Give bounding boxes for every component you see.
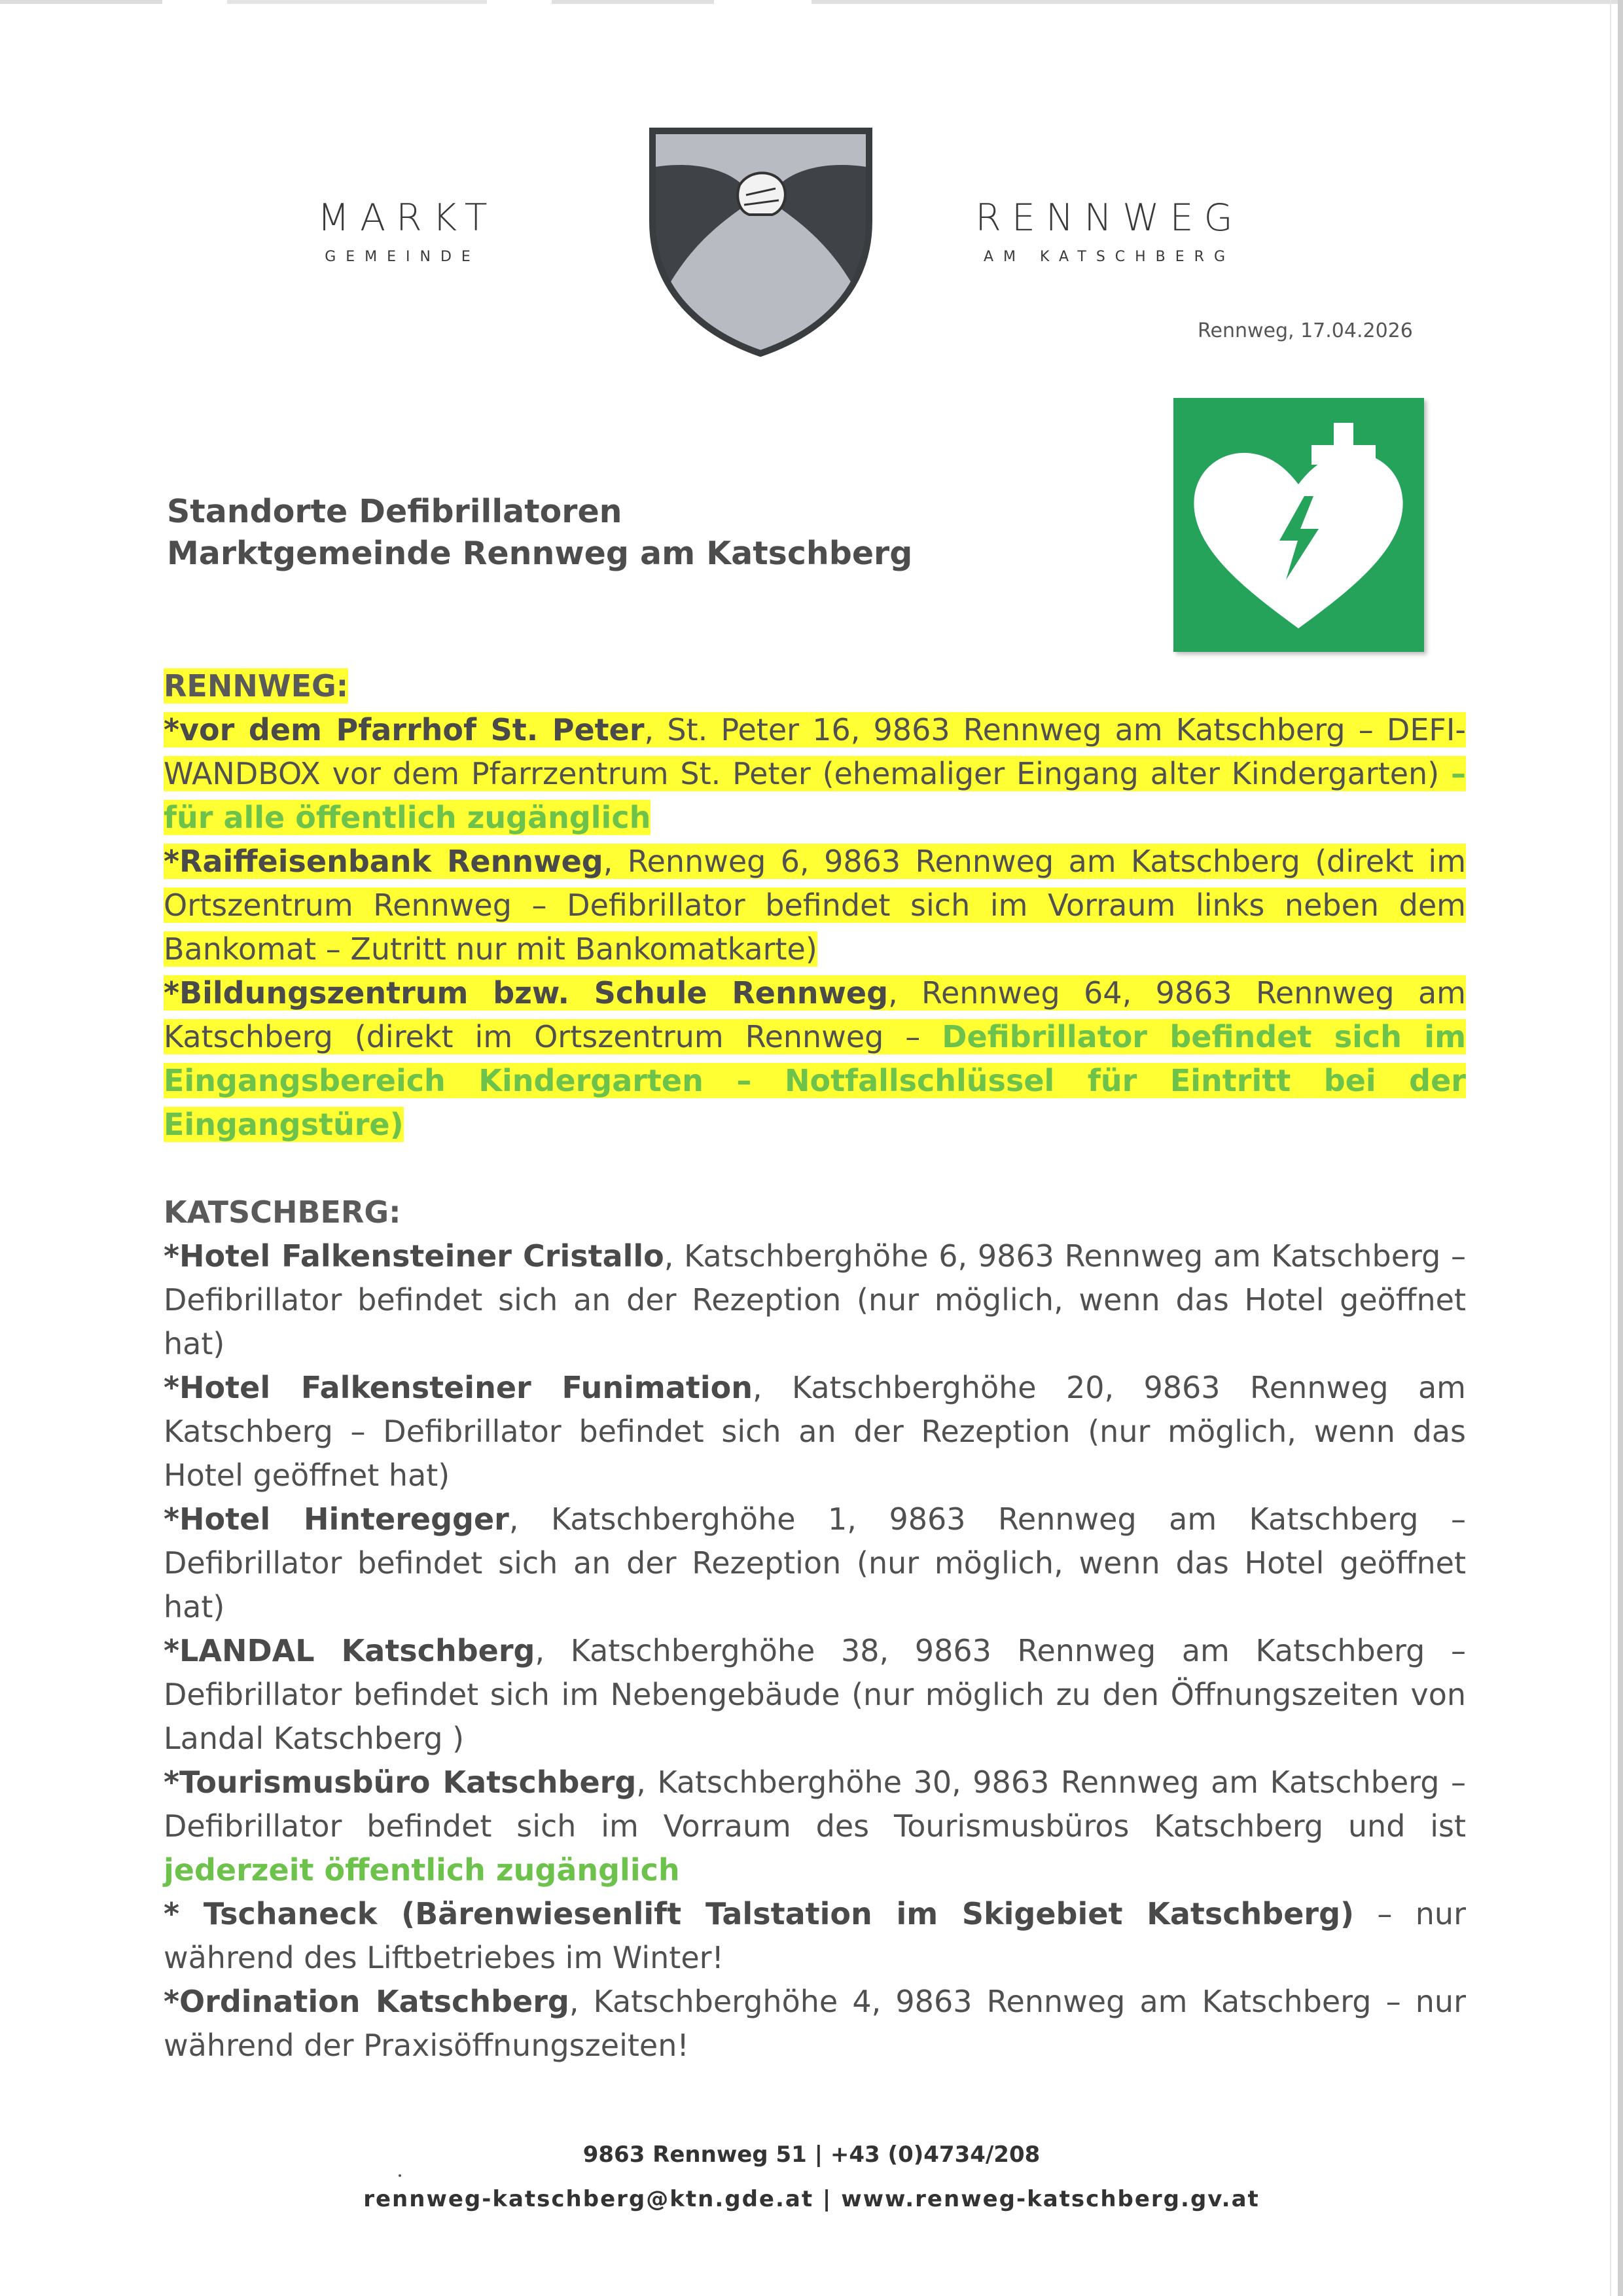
entry-name: *Tourismusbüro Katschberg — [164, 1765, 637, 1800]
entry-landal — [164, 1633, 1466, 1756]
entry-text: , Katschberghöhe 4, 9863 Rennweg am Katschberg – nur während der Praxisöffnungszeiten! — [164, 1984, 1467, 2063]
entry-text: – nur während des Liftbetriebes im Winter! — [164, 1896, 1466, 1975]
entry-name: *Ordination Katschberg — [164, 1984, 569, 2019]
footer-address: 9863 Rennweg 51 | +43 (0)4734/208 — [582, 2142, 1041, 2168]
letter-date: Rennweg, 17.04.2026 — [1198, 319, 1413, 342]
entry-name: *Raiffeisenbank Rennweg — [164, 844, 603, 879]
entry-name: *Bildungszentrum bzw. Schule Rennweg — [164, 975, 889, 1011]
section-rennweg — [164, 664, 1466, 1147]
footer-contact: rennweg-katschberg@ktn.gde.at | www.renweg-katschberg.gv.at — [363, 2186, 1260, 2212]
entry-note: – für alle öffentlich zugänglich — [164, 756, 1466, 835]
entry-hinteregger — [164, 1501, 1466, 1624]
entry-name: *Hotel Falkensteiner Cristallo — [164, 1238, 664, 1274]
entry-name: * Tschaneck (Bärenwiesenlift Talstation im Skigebiet Katschberg) — [164, 1896, 1355, 1931]
entry-text: , Katschberghöhe 20, 9863 Rennweg am Katschberg – Defibrillator befindet sich an der Rezeption (nur möglich, wenn das Hotel geöffnet hat) — [164, 1370, 1466, 1493]
scan-edge-right — [1618, 0, 1623, 2296]
letterhead-left — [317, 196, 498, 265]
aed-sign — [1173, 398, 1424, 652]
letterhead-am-katschberg: AM KATSCHBERG — [983, 249, 1236, 265]
entry-cristallo — [164, 1238, 1466, 1361]
letterhead-markt: MARKT — [317, 196, 498, 240]
letterhead-rennweg: RENNWEG — [975, 196, 1243, 240]
entry-note: jederzeit öffentlich zugänglich — [164, 1852, 680, 1888]
page-title — [167, 491, 912, 575]
title-line-1: Standorte Defibrillatoren — [167, 493, 622, 530]
entry-name: *vor dem Pfarrhof St. Peter — [164, 712, 645, 747]
entry-ordination — [164, 1984, 1466, 2063]
section-katschberg — [164, 1191, 1466, 2068]
entry-funimation — [164, 1370, 1466, 1493]
entry-name: *LANDAL Katschberg — [164, 1633, 535, 1668]
scan-edge-line — [1610, 0, 1611, 2296]
entry-text: , Katschberghöhe 38, 9863 Rennweg am Katschberg – Defibrillator befindet sich im Nebengebäude (nur möglich zu den Öffnungszeiten von Landal Katschberg ) — [164, 1633, 1467, 1756]
rennweg-heading: RENNWEG: — [164, 668, 349, 704]
entry-text: , St. Peter 16, 9863 Rennweg am Katschberg – DEFI-WANDBOX vor dem Pfarrzentrum St. Peter (ehemaliger Eingang alter Kindergarten) — [164, 712, 1467, 791]
entry-bildungszentrum — [164, 975, 1466, 1142]
scan-speck — [399, 2174, 401, 2177]
entry-name: *Hotel Falkensteiner Funimation — [164, 1370, 753, 1405]
entry-name: *Hotel Hinteregger — [164, 1501, 509, 1537]
entry-text: , Rennweg 64, 9863 Rennweg am Katschberg (direkt im Ortszentrum Rennweg – — [164, 975, 1466, 1054]
entry-pfarrhof — [164, 712, 1466, 835]
letterhead-right — [975, 196, 1243, 265]
entry-text: , Katschberghöhe 6, 9863 Rennweg am Katschberg – Defibrillator befindet sich an der Rezeption (nur möglich, wenn das Hotel geöffnet hat) — [164, 1238, 1466, 1361]
scan-edge-top — [0, 0, 1623, 4]
entry-text: , Rennweg 6, 9863 Rennweg am Katschberg (direkt im Ortszentrum Rennweg – Defibrillator befindet sich im Vorraum links neben dem Bankomat – Zutritt nur mit Bankomatkarte) — [164, 844, 1467, 967]
entry-text: , Katschberghöhe 1, 9863 Rennweg am Katschberg – Defibrillator befindet sich an der Rezeption (nur möglich, wenn das Hotel geöffnet hat) — [164, 1501, 1466, 1624]
entry-raiffeisenbank — [164, 844, 1466, 967]
katschberg-heading: KATSCHBERG: — [164, 1194, 401, 1230]
coat-of-arms-icon — [645, 123, 877, 362]
letterhead-gemeinde: GEMEINDE — [325, 249, 480, 265]
entry-note: Defibrillator befindet sich im Eingangsbereich Kindergarten – Notfallschlüssel für Eintritt bei der Eingangstüre) — [164, 1019, 1467, 1142]
aed-icon — [1173, 398, 1424, 652]
entry-text: , Katschberghöhe 30, 9863 Rennweg am Katschberg – Defibrillator befindet sich im Vorraum des Tourismusbüros Katschberg und ist — [164, 1765, 1466, 1844]
title-line-2: Marktgemeinde Rennweg am Katschberg — [167, 535, 913, 572]
entry-tschaneck — [164, 1896, 1466, 1975]
entry-tourismusbuero — [164, 1765, 1466, 1888]
location-list — [164, 664, 1466, 2068]
